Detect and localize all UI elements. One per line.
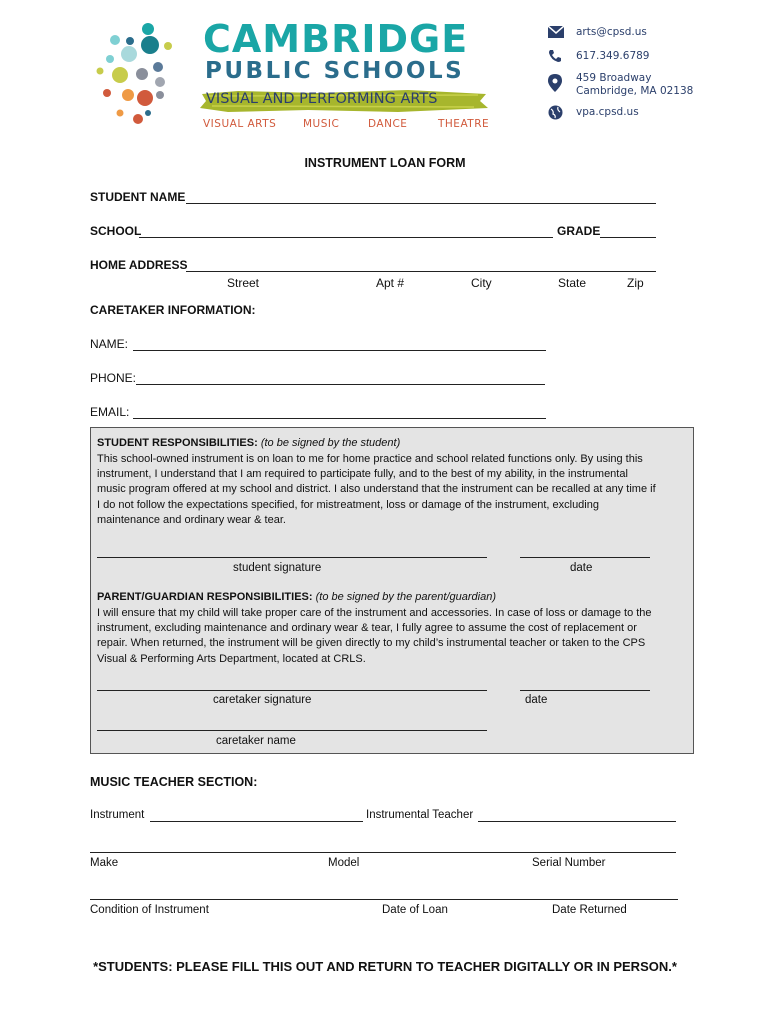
student-resp-note: (to be signed by the student)	[260, 437, 401, 449]
model-caption: Model	[328, 857, 360, 869]
caretaker-name-field[interactable]	[133, 350, 546, 351]
arts-visual: VISUAL ARTS	[203, 118, 277, 130]
brand-tagline: VISUAL AND PERFORMING ARTS	[206, 91, 438, 107]
date-of-loan-caption: Date of Loan	[382, 904, 448, 916]
parent-resp-note: (to be signed by the parent/guardian)	[315, 591, 496, 603]
home-address-field[interactable]	[186, 271, 656, 272]
arts-dance: DANCE	[368, 118, 408, 130]
parent-resp-heading-row	[97, 590, 691, 605]
caretaker-signature-caption: caretaker signature	[213, 694, 312, 706]
school-label: SCHOOL	[90, 224, 142, 238]
instrumental-teacher-label: Instrumental Teacher	[366, 809, 474, 821]
student-resp-line: I do not follow the expectations specified, for mistreatment, loss or damage of the instrument, excluding	[97, 498, 599, 511]
student-signature-caption: student signature	[233, 562, 322, 574]
caretaker-phone-label: PHONE:	[90, 371, 137, 385]
student-date-field[interactable]	[520, 557, 650, 558]
parent-resp-line: instrument, excluding maintenance and ordinary wear & tear, I fully agree to assume the cost of replacement or	[97, 622, 637, 635]
student-name-field[interactable]	[186, 203, 656, 204]
make-model-serial-field[interactable]	[90, 852, 676, 853]
grade-field[interactable]	[600, 237, 656, 238]
arts-music: MUSIC	[303, 118, 340, 130]
caretaker-date-caption: date	[525, 694, 548, 706]
address-city-caption: City	[471, 276, 492, 290]
contact-address-line1: 459 Broadway	[576, 72, 652, 84]
caretaker-phone-field[interactable]	[136, 384, 545, 385]
contact-email-text: arts@cpsd.us	[576, 26, 647, 38]
location-pin-icon	[548, 74, 562, 92]
condition-dates-field[interactable]	[90, 899, 678, 900]
caretaker-email-label: EMAIL:	[90, 405, 130, 419]
mail-icon	[548, 26, 564, 38]
address-street-caption: Street	[227, 276, 260, 290]
teacher-section-heading: MUSIC TEACHER SECTION:	[90, 775, 258, 789]
student-signature-field[interactable]	[97, 557, 487, 558]
address-zip-caption: Zip	[627, 276, 644, 290]
instrument-label: Instrument	[90, 809, 145, 821]
footer-instruction: *STUDENTS: PLEASE FILL THIS OUT AND RETURN TO TEACHER DIGITALLY OR IN PERSON.*	[93, 959, 677, 974]
phone-icon	[548, 49, 562, 63]
student-resp-line: This school-owned instrument is on loan to me for home practice and school related functions only. By using this	[97, 453, 643, 465]
student-date-caption: date	[570, 562, 593, 574]
parent-resp-line: repair. When returned, the instrument will be given directly to my child’s instrumental teacher or taken to the CPS	[97, 637, 646, 650]
grade-label: GRADE	[557, 224, 601, 238]
contact-address-line2: Cambridge, MA 02138	[576, 85, 694, 97]
caretaker-email-field[interactable]	[133, 418, 546, 419]
date-returned-caption: Date Returned	[552, 904, 627, 916]
caretaker-name-label: NAME:	[90, 337, 129, 351]
address-state-caption: State	[558, 276, 587, 290]
make-caption: Make	[90, 857, 119, 869]
globe-icon	[548, 105, 563, 120]
condition-caption: Condition of Instrument	[90, 904, 209, 916]
parent-resp-line: Visual & Performing Arts Department, located at CRLS.	[97, 652, 366, 665]
caretaker-name-sign-field[interactable]	[97, 730, 487, 731]
form-title: INSTRUMENT LOAN FORM	[304, 156, 466, 170]
address-apt-caption: Apt #	[376, 276, 405, 290]
student-resp-line: instrument, I understand that I am required to participate fully, and to the best of my ability, in the instrumental	[97, 468, 628, 481]
instrument-field[interactable]	[150, 821, 363, 822]
student-name-label: STUDENT NAME	[90, 190, 186, 204]
parent-resp-line: I will ensure that my child will take proper care of the instrument and accessories. In case of loss or damage to the	[97, 607, 652, 619]
school-field[interactable]	[139, 237, 553, 238]
home-address-label: HOME ADDRESS	[90, 258, 188, 272]
parent-resp-text	[97, 606, 691, 667]
student-resp-heading: STUDENT RESPONSIBILITIES:	[97, 437, 258, 449]
student-resp-text	[97, 452, 691, 528]
parent-resp-heading: PARENT/GUARDIAN RESPONSIBILITIES:	[97, 591, 313, 603]
serial-caption: Serial Number	[532, 857, 606, 869]
caretaker-info-heading: CARETAKER INFORMATION:	[90, 303, 256, 317]
student-resp-line: music program offered at my school and district. I also understand that the instrument can be recalled at any time if	[97, 483, 656, 496]
logo-dots	[90, 15, 200, 130]
instrumental-teacher-field[interactable]	[478, 821, 676, 822]
caretaker-name-caption: caretaker name	[216, 735, 296, 747]
contact-phone-text: 617.349.6789	[576, 50, 650, 62]
caretaker-signature-field[interactable]	[97, 690, 487, 691]
brand-subtitle: PUBLIC SCHOOLS	[205, 58, 465, 84]
caretaker-date-field[interactable]	[520, 690, 650, 691]
brand-name: CAMBRIDGE	[203, 17, 469, 61]
contact-web-text: vpa.cpsd.us	[576, 106, 639, 118]
student-resp-heading-row	[97, 436, 691, 451]
student-resp-line: maintenance and ordinary wear & tear.	[97, 513, 286, 526]
arts-theatre: THEATRE	[438, 118, 490, 130]
